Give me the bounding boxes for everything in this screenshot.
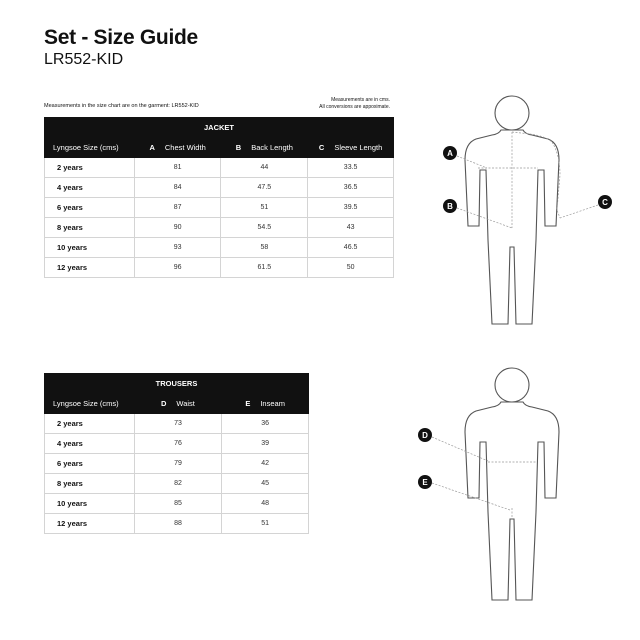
marker-e xyxy=(418,475,432,489)
table-row xyxy=(45,474,309,494)
leader-line-c xyxy=(560,205,598,218)
value-cell: 36 xyxy=(222,414,309,434)
size-cell: 4 years xyxy=(45,434,135,454)
garment-note: Measurements in the size chart are on the garment: LR552-KID xyxy=(44,103,199,109)
marker-label: A xyxy=(447,149,453,158)
size-cell: 6 years xyxy=(45,454,135,474)
jacket-header-row xyxy=(45,137,394,158)
trousers-size-table xyxy=(44,373,309,534)
product-code: LR552-KID xyxy=(44,51,124,68)
trousers-measurement-diagram xyxy=(405,362,625,608)
figure-head xyxy=(495,368,529,402)
value-cell: 85 xyxy=(134,494,222,514)
marker-b xyxy=(443,199,457,213)
page-title: Set - Size Guide xyxy=(44,26,198,49)
col-label: Back Length xyxy=(251,142,293,152)
marker-c xyxy=(598,195,612,209)
jacket-col-a xyxy=(134,137,221,158)
value-cell: 82 xyxy=(134,474,222,494)
value-cell: 42 xyxy=(222,454,309,474)
table-row xyxy=(45,218,394,238)
value-cell: 47.5 xyxy=(221,178,308,198)
value-cell: 39 xyxy=(222,434,309,454)
table-row xyxy=(45,178,394,198)
value-cell: 44 xyxy=(221,158,308,178)
value-cell: 43 xyxy=(308,218,394,238)
value-cell: 61.5 xyxy=(221,258,308,278)
size-cell: 4 years xyxy=(45,178,135,198)
marker-a xyxy=(443,146,457,160)
trousers-size-header: Lyngsoe Size (cms) xyxy=(45,393,135,414)
value-cell: 51 xyxy=(221,198,308,218)
trousers-header-row xyxy=(45,393,309,414)
marker-label: B xyxy=(447,202,453,211)
size-cell: 12 years xyxy=(45,258,135,278)
value-cell: 96 xyxy=(134,258,221,278)
marker-label: D xyxy=(422,431,428,440)
units-note-line-1: Measurements are in cms. xyxy=(331,97,390,103)
value-cell: 76 xyxy=(134,434,222,454)
table-row xyxy=(45,158,394,178)
value-cell: 87 xyxy=(134,198,221,218)
col-label: Waist xyxy=(176,398,195,408)
marker-label: E xyxy=(422,478,428,487)
value-cell: 81 xyxy=(134,158,221,178)
col-label: Chest Width xyxy=(164,142,206,152)
table-row xyxy=(45,494,309,514)
table-row xyxy=(45,414,309,434)
value-cell: 48 xyxy=(222,494,309,514)
figure-body xyxy=(465,402,559,600)
size-cell: 10 years xyxy=(45,238,135,258)
size-cell: 2 years xyxy=(45,414,135,434)
size-cell: 6 years xyxy=(45,198,135,218)
value-cell: 50 xyxy=(308,258,394,278)
value-cell: 54.5 xyxy=(221,218,308,238)
col-letter: E xyxy=(245,398,251,408)
trousers-table-title: TROUSERS xyxy=(45,374,309,393)
trousers-col-e xyxy=(222,393,309,414)
table-row xyxy=(45,238,394,258)
marker-d xyxy=(418,428,432,442)
figure-head xyxy=(495,96,529,130)
value-cell: 88 xyxy=(134,514,222,534)
value-cell: 84 xyxy=(134,178,221,198)
value-cell: 90 xyxy=(134,218,221,238)
col-letter: B xyxy=(235,142,242,152)
col-letter: A xyxy=(149,142,155,152)
table-row xyxy=(45,514,309,534)
value-cell: 51 xyxy=(222,514,309,534)
col-letter: C xyxy=(318,142,325,152)
col-letter: D xyxy=(161,398,167,408)
value-cell: 45 xyxy=(222,474,309,494)
value-cell: 93 xyxy=(134,238,221,258)
units-note-line-2: All conversions are appoximate. xyxy=(319,103,390,110)
units-note xyxy=(300,97,390,110)
table-row xyxy=(45,454,309,474)
size-cell: 12 years xyxy=(45,514,135,534)
value-cell: 73 xyxy=(134,414,222,434)
size-cell: 8 years xyxy=(45,218,135,238)
col-label: Sleeve Length xyxy=(334,142,383,152)
jacket-size-table xyxy=(44,117,394,278)
marker-label: C xyxy=(602,198,608,207)
col-label: Inseam xyxy=(260,398,285,408)
value-cell: 46.5 xyxy=(308,238,394,258)
jacket-col-b xyxy=(221,137,308,158)
value-cell: 33.5 xyxy=(308,158,394,178)
jacket-measurement-diagram xyxy=(430,92,630,332)
table-row xyxy=(45,258,394,278)
value-cell: 79 xyxy=(134,454,222,474)
table-row xyxy=(45,198,394,218)
table-row xyxy=(45,434,309,454)
jacket-table-title: JACKET xyxy=(45,118,394,137)
size-cell: 10 years xyxy=(45,494,135,514)
value-cell: 58 xyxy=(221,238,308,258)
trousers-col-d xyxy=(134,393,222,414)
jacket-size-header: Lyngsoe Size (cms) xyxy=(45,137,135,158)
jacket-col-c xyxy=(308,137,394,158)
value-cell: 39.5 xyxy=(308,198,394,218)
size-cell: 8 years xyxy=(45,474,135,494)
size-cell: 2 years xyxy=(45,158,135,178)
value-cell: 36.5 xyxy=(308,178,394,198)
